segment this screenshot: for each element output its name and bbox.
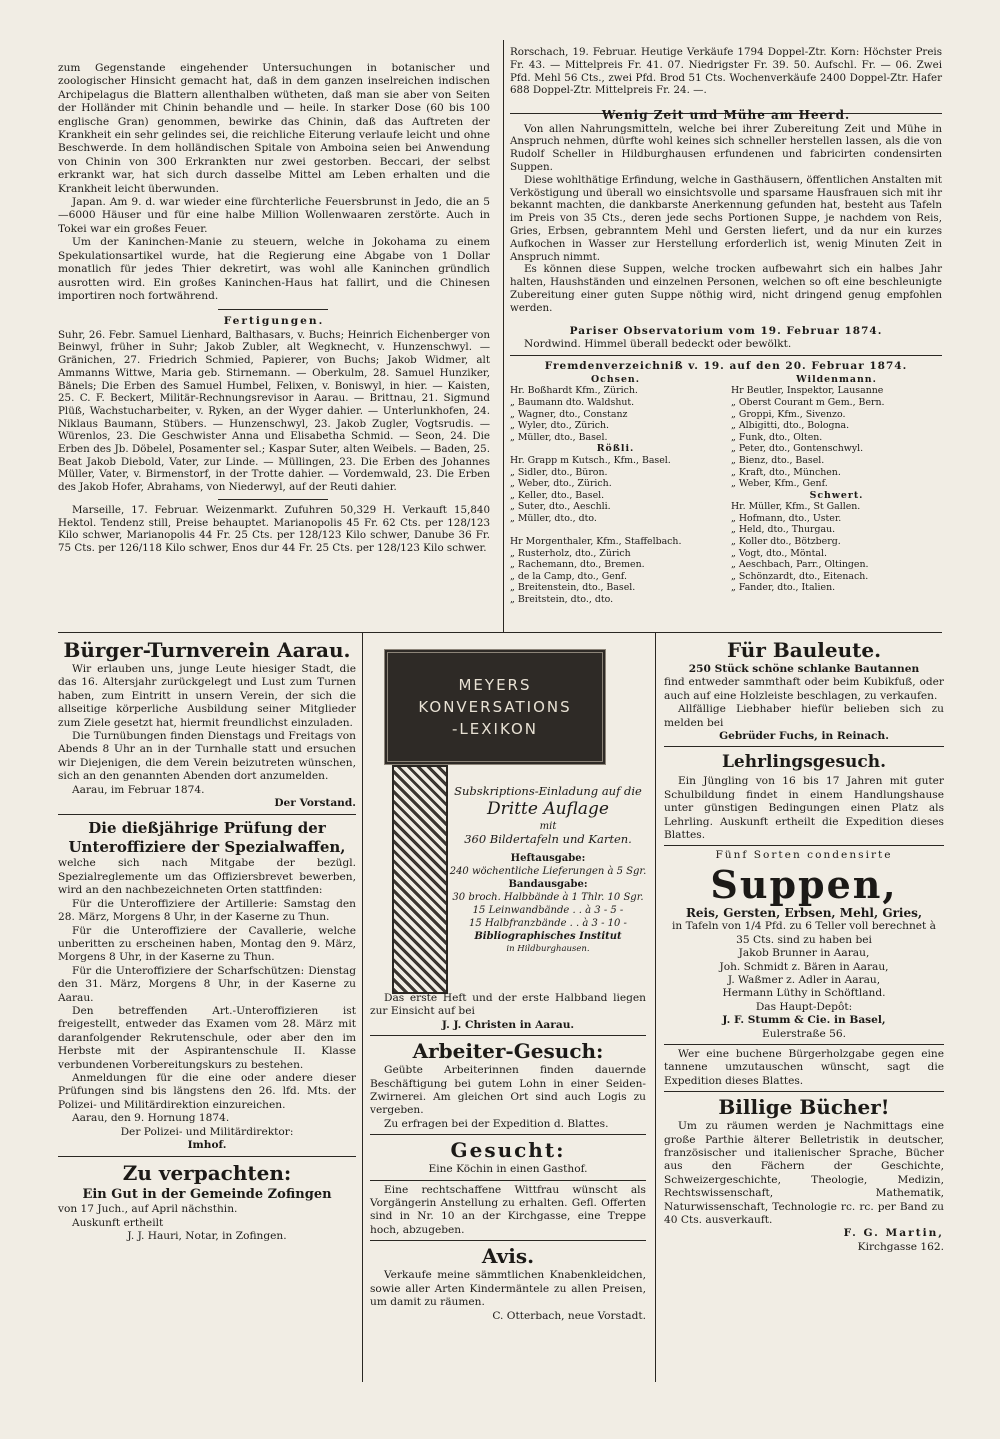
hotel-wildenmann: Wildenmann. <box>796 373 877 385</box>
turnverein-heading: Bürger-Turnverein Aarau. <box>63 638 351 662</box>
hotel-schwert: Schwert. <box>809 489 864 501</box>
suppen-seller: Joh. Schmidt z. Bären in Aarau, <box>719 960 889 973</box>
list-item: „ Held, dto., Thurgau. <box>731 524 836 536</box>
meyers-city: in Hildburghausen. <box>506 944 590 954</box>
list-item: „ Schönzardt, dto., Eitenach. <box>731 570 869 582</box>
list-item: „ Fander, dto., Italien. <box>731 582 836 594</box>
meyers-band-row: 30 broch. Halbbände à 1 Thlr. 10 Sgr. <box>452 892 644 903</box>
list-item: „ Suter, dto., Aeschli. <box>510 501 611 513</box>
pruefung-date: Aarau, den 9. Hornung 1874. <box>72 1112 230 1125</box>
fertigungen-heading: Fertigungen. <box>223 315 325 328</box>
list-item: „ Peter, dto., Gontenschwyl. <box>731 443 864 455</box>
pruefung-paragraph-6: Anmeldungen für die eine oder andere dieser Prüfungen sind bis längstens den 26. lfd. Mts. der Polizei- und Militärdirektion einzureichen. <box>58 1071 356 1111</box>
weather-text: Nordwind. Himmel überall bedeckt oder bewölkt. <box>524 337 792 350</box>
list-item: „ Vogt, dto., Möntal. <box>731 547 827 559</box>
suppen-street: Eulerstraße 56. <box>762 1027 846 1040</box>
list-item: „ Wagner, dto., Constanz <box>510 408 628 420</box>
buecher-heading: Billige Bücher! <box>718 1095 890 1120</box>
lehrling-paragraph: Ein Jüngling von 16 bis 17 Jahren mit guter Schulbildung findet in einem Handlungshause unter günstigen Bedingungen einen Platz als Lehrling. Auskunft ertheilt die Expedition dieses Blattes. <box>664 775 944 842</box>
turnverein-date: Aarau, im Februar 1874. <box>72 783 205 796</box>
meyers-heft-text: 240 wöchentliche Lieferungen à 5 Sgr. <box>449 866 647 877</box>
list-item: „ Rachemann, dto., Bremen. <box>510 559 645 571</box>
buergerholz-paragraph: Wer eine buchene Bürgerholzgabe gegen eine tannene umzutauschen wünscht, sagt die Expedition dieses Blattes. <box>664 1047 944 1087</box>
meyers-title-line: -LEXIKON <box>452 720 538 738</box>
pruefung-paragraph-1: welche sich nach Mitgabe der bezügl. Spezialreglemente um das Offiziersbrevet bewerben, wird an den nachbezeichneten Orten stattfinden: <box>58 857 356 897</box>
meyers-advertisement <box>370 645 646 990</box>
marseille-text: Marseille, 17. Februar. Weizenmarkt. Zufuhren 50,329 H. Verkauft 15,840 Hektol. Tendenz still, Preise behauptet. Marianopolis 45 Fr. 62 Cts. per 128/123 Kilo schwer, Marianopolis 44 Fr. 25 Cts. per 128/123 Kilo schwer, Danube 36 Fr. 75 Cts. per 126/118 Kilo schwer, Enos dur 44 Fr. 25 Cts. per 128/123 Kilo schwer. <box>58 503 490 554</box>
gesucht-paragraph: Eine Köchin in einen Gasthof. <box>428 1163 588 1176</box>
fertigungen-text: Suhr, 26. Febr. Samuel Lienhard, Balthasars, v. Buchs; Heinrich Eichenberger von Beinwyl, früher in Suhr; Jakob Zubler, alt Wegknecht, v. Hunzenschwyl. — Gränichen, 27. Friedrich Schmied, Papierer, von Buchs; Jakob Widmer, alt Ammanns Wittwe, Maria geb. Stirnemann. — Oberkulm, 28. Samuel Hunziker, Bänels; Die Erben des Samuel Humbel, Felixen, v. Boniswyl, in hier. — Kaisten, 25. C. F. Beckert, Militär-Rechnungsrevisor in Aarau. — Brittnau, 21. Sigmund Plüß, Wachstucharbeiter, v. Ryken, an der Wyger dahier. — Unterlunkhofen, 24. Niklaus Baumann, Stübers. — Hunzenschwyl, 23. Jakob Zugler, Vogtsrudis. — Würenlos, 23. Die Geschwister Anna und Elisabetha Schmid. — Seon, 24. Die Erben des Jb. Döbelel, Posamenter sel.; Kaspar Suter, alten Weibels. — Baden, 25. Beat Jakob Diebold, Vater, zur Linde. — Müllingen, 23. Die Erben des Johannes Müller, Vater, v. Birmenstorf, in der Trotte dahier. — Vordemwald, 23. Die Erben des Jakob Hofer, Abrahams, von Niederwyl, auf der Reuti dahier. <box>58 328 490 494</box>
rule <box>58 632 942 633</box>
meyers-invite: Subskriptions-Einladung auf die <box>454 784 642 798</box>
suppen-seller: Jakob Brunner in Aarau, <box>738 947 870 960</box>
list-item: Hr. Müller, Kfm., St Gallen. <box>731 501 861 513</box>
suppen-seller: J. Waßmer z. Adler in Aarau, <box>727 973 881 986</box>
guest-list-left <box>510 374 721 606</box>
pruefung-office: Der Polizei- und Militärdirektor: <box>120 1125 294 1138</box>
suppen-pre: Fünf Sorten condensirte <box>715 849 893 862</box>
list-item: „ Oberst Courant m Gem., Bern. <box>731 396 885 408</box>
arbeiter-paragraph: Geübte Arbeiterinnen finden dauernde Beschäftigung bei gutem Lohn in einer Seiden-Zwirnerei. Am gleichen Ort sind auch Logis zu vergeben. <box>370 1064 646 1117</box>
list-item: „ Breitstein, dto., dto. <box>510 594 614 606</box>
list-item: „ Funk, dto., Olten. <box>731 431 823 443</box>
column-divider-left <box>362 632 363 1382</box>
rule <box>664 1091 944 1092</box>
pruefung-paragraph-5: Den betreffenden Art.-Unteroffizieren ist freigestellt, entweder das Examen vom 28. März mit daranfolgender Rekrutenschule, oder aber den im Herbste mit der Aspirantenschule II. Klasse verbundenen Vorbereitungskurs zu bestehen. <box>58 1004 356 1071</box>
list-item: Hr. Boßhardt Kfm., Zürich. <box>510 385 638 397</box>
avis-signature: C. Otterbach, neue Vorstadt. <box>492 1309 646 1322</box>
pacht-subheading: Ein Gut in der Gemeinde Zofingen <box>82 1187 332 1203</box>
pruefung-heading: Die dießjährige Prüfung der Unteroffiziere der Spezialwaffen, <box>68 819 346 857</box>
suppen-depot: J. F. Stumm & Cie. in Basel, <box>722 1014 886 1027</box>
suppen-seller: Hermann Lüthy in Schöftland. <box>722 987 886 1000</box>
list-item: „ Albigitti, dto., Bologna. <box>731 420 850 432</box>
rule <box>664 746 944 747</box>
bauleute-heading: Für Bauleute. <box>726 638 882 662</box>
bauleute-paragraph-2: Allfällige Liebhaber hiefür belieben sich zu melden bei <box>664 703 944 729</box>
meyers-mit: mit <box>539 821 557 832</box>
meyers-signature: J. J. Christen in Aarau. <box>441 1018 575 1031</box>
pruefung-paragraph-3: Für die Unteroffiziere der Cavallerie, welche unberitten zu erscheinen haben, Montag den 9. März, Morgens 8 Uhr, in der Kaserne zu Thun. <box>58 924 356 964</box>
list-item: „ Breitenstein, dto., Basel. <box>510 582 636 594</box>
meyers-band-row: 15 Leinwandbände . . à 3 - 5 - <box>472 905 624 916</box>
lehrling-heading: Lehrlingsgesuch. <box>721 752 887 773</box>
rule <box>370 1035 646 1036</box>
meyers-institut: Bibliographisches Institut <box>474 931 622 942</box>
list-item: „ Groppi, Kfm., Sivenzo. <box>731 408 846 420</box>
pacht-paragraph-1: von 17 Juch., auf April nächsthin. <box>58 1203 238 1216</box>
turnverein-signature: Der Vorstand. <box>274 797 356 810</box>
wittfrau-paragraph: Eine rechtschaffene Wittfrau wünscht als Vorgängerin Anstellung zu erhalten. Gefl. Offerten sind in Nr. 10 an der Kirchgasse, eine Treppe hoch, abzugeben. <box>370 1183 646 1236</box>
meyers-title-line: KONVERSATIONS <box>418 698 572 716</box>
list-item: „ de la Camp, dto., Genf. <box>510 570 627 582</box>
heerd-paragraph-3: Es können diese Suppen, welche trocken aufbewahrt sich ein halbes Jahr halten, Haushständen und einzelnen Personen, welchen so oft eine beschleunigte Zubereitung einer guten Suppe nöthig wird, nicht dringend genug empfohlen werden. <box>510 263 942 314</box>
buecher-paragraph: Um zu räumen werden je Nachmittags eine große Parthie älterer Belletristik in deutscher, französischer und italienischer Sprache, Bücher aus den Fächern der Geschichte, Schweizergeschichte, Theologie, Medizin, Rechtswissenschaft, Mathematik, Naturwissenschaft, Technologie rc. rc. per Band zu 40 Cts. ausverkauft. <box>664 1120 944 1226</box>
avis-paragraph: Verkaufe meine sämmtlichen Knabenkleidchen, sowie aller Arten Kindermäntele zu allen Preisen, um damit zu räumen. <box>370 1269 646 1309</box>
meyers-plates: 360 Bildertafeln und Karten. <box>464 832 632 846</box>
list-item: „ Müller, dto., dto. <box>510 512 597 524</box>
list-item: „ Müller, dto., Basel. <box>510 431 608 443</box>
japan-paragraph: Japan. Am 9. d. war wieder eine fürchterliche Feuersbrunst in Jedo, die an 5—6000 Häuser und für eine halbe Million Wollenwaaren zerstörte. Auch in Tokei war ein großes Feuer. <box>58 196 490 235</box>
column-divider-top <box>503 40 504 632</box>
rule <box>510 355 942 356</box>
rule <box>370 1134 646 1135</box>
rule <box>664 845 944 846</box>
pruefung-paragraph-4: Für die Unteroffiziere der Scharfschützen: Dienstag den 31. März, Morgens 8 Uhr, in der Kaserne zu Aarau. <box>58 964 356 1004</box>
right-column-top <box>510 46 942 606</box>
pruefung-paragraph-2: Für die Unteroffiziere der Artillerie: Samstag den 28. März, Morgens 8 Uhr, in der Kaserne zu Thun. <box>58 897 356 924</box>
avis-heading: Avis. <box>481 1244 535 1269</box>
meyers-title-line: MEYERS <box>458 676 532 694</box>
pacht-heading: Zu verpachten: <box>122 1161 292 1186</box>
arbeiter-paragraph-2: Zu erfragen bei der Expedition d. Blattes. <box>384 1117 609 1130</box>
buecher-address: Kirchgasse 162. <box>857 1240 944 1253</box>
list-item: „ Baumann dto. Waldshut. <box>510 396 635 408</box>
heerd-heading: Wenig Zeit und Mühe am Heerd. <box>601 108 851 123</box>
rule <box>218 499 328 500</box>
middle-column-bottom <box>370 992 646 1323</box>
turnverein-paragraph-2: Die Turnübungen finden Dienstags und Freitags von Abends 8 Uhr an in der Turnhalle statt und ersuchen wir Diejenigen, die dem Verein beizutreten wünschen, sich an den genannten Abenden dort anzumelden. <box>58 730 356 783</box>
buecher-signature: F. G. Martin, <box>843 1227 944 1240</box>
list-item: „ Koller dto., Bötzberg. <box>731 536 841 548</box>
rabbit-paragraph: Um der Kaninchen-Manie zu steuern, welche in Jokohama zu einem Spekulationsartikel wurde, hat die Regierung eine Abgabe von 1 Dollar monatlich für jedes Thier dekretirt, was wohl alle Kaninchen gründlich ausrotten wird. Ein großes Kaninchen-Haus hat fallirt, und die Chinesen importiren noch fortwährend. <box>58 236 490 302</box>
list-item: Hr Morgenthaler, Kfm., Staffelbach. <box>510 536 682 548</box>
column-divider-right <box>655 632 656 1382</box>
science-paragraph: zum Gegenstande eingehender Untersuchungen in botanischer und zoologischer Hinsicht gemacht hat, daß in dem ganzen inselreichen indischen Archipelagus die Blattern allenthalben wütheten, daß man sie aber von Seiten der Holländer mit Chinin behandle und — heile. In starker Dose (60 bis 100 englische Gran) genommen, bewirke das Chinin, daß das Auftreten der Krankheit ein sehr gelindes sei, die reichliche Eiterung verlaufe leicht und ohne Beschwerde. In dem holländischen Spitale von Amboina seien bei Anwendung von Chinin von 300 Erkrankten nur zwei gestorben. Beccari, der selbst erkrankt war, hat sich durch dasselbe Mittel am Leben erhalten und die Krankheit leicht überwunden. <box>58 62 490 195</box>
list-item: „ Weber, dto., Zürich. <box>510 478 612 490</box>
list-item: „ Hofmann, dto., Uster. <box>731 512 842 524</box>
suppen-depot-label: Das Haupt-Depôt: <box>755 1000 853 1013</box>
meyers-band-row: 15 Halbfranzbände . . à 3 - 10 - <box>469 918 627 929</box>
fremden-heading: Fremdenverzeichniß v. 19. auf den 20. Februar 1874. <box>544 360 908 373</box>
rule <box>58 814 356 815</box>
pruefung-signature: Imhof. <box>187 1139 227 1151</box>
gesucht-heading: Gesucht: <box>450 1138 566 1163</box>
meyers-text <box>448 785 648 956</box>
arbeiter-heading: Arbeiter-Gesuch: <box>412 1039 604 1064</box>
list-item: „ Bienz, dto., Basel. <box>731 454 825 466</box>
pacht-paragraph-2: Auskunft ertheilt <box>72 1216 164 1229</box>
meyers-band-heading: Bandausgabe: <box>508 879 588 890</box>
hotel-ochsen: Ochsen. <box>590 373 640 385</box>
heerd-paragraph-2: Diese wohlthätige Erfindung, welche in Gasthäusern, öffentlichen Anstalten mit Verköstigung und überall wo einsichtsvolle und sparsame Hausfrauen sich mit ihr bekannt machten, die dankbarste Anerkennung gefunden hat, besteht aus Tafeln im Preis von 35 Cts., deren jede sechs Portionen Suppe, je nachdem von Reis, Gries, Erbsen, gebranntem Mehl und Gersten liefert, und da nur ein kurzes Aufkochen in Wasser zur Herstellung erforderlich ist, wenig Minuten Zeit in Anspruch nimmt. <box>510 173 942 263</box>
turnverein-paragraph-1: Wir erlauben uns, junge Leute hiesiger Stadt, die das 16. Altersjahr zurückgelegt und Lust zum Turnen haben, zum Eintritt in unsern Verein, der sich die allseitige körperliche Ausbildung seiner Mitglieder zum Ziele gesetzt hat, hiermit freundlichst einzuladen. <box>58 663 356 729</box>
list-item: „ Rusterholz, dto., Zürich <box>510 547 631 559</box>
left-column-top <box>58 62 490 555</box>
suppen-subheading: Reis, Gersten, Erbsen, Mehl, Gries, <box>685 905 923 920</box>
meyers-title-plate <box>384 649 606 765</box>
bauleute-paragraph-1: find entweder sammthaft oder beim Kubikfuß, oder auch auf eine Holzleiste beschlagen, zu verkaufen. <box>664 676 944 702</box>
guest-list-right <box>731 374 942 606</box>
suppen-paragraph: in Tafeln von 1/4 Pfd. zu 6 Teller voll berechnet à 35 Cts. sind zu haben bei <box>672 920 936 946</box>
list-item: „ Aeschbach, Parr., Oltingen. <box>731 559 869 571</box>
bauleute-signature: Gebrüder Fuchs, in Reinach. <box>719 730 889 743</box>
rule <box>370 1180 646 1181</box>
hotel-roessli: Rößli. <box>596 443 635 455</box>
meyers-paragraph: Das erste Heft und der erste Halbband liegen zur Einsicht auf bei <box>370 992 646 1018</box>
list-item: „ Keller, dto., Basel. <box>510 489 605 501</box>
list-item: „ Weber, Kfm., Genf. <box>731 478 828 490</box>
list-item: Hr Beutler, Inspektor, Lausanne <box>731 385 884 397</box>
rule <box>370 1240 646 1241</box>
left-column-bottom <box>58 638 356 1244</box>
suppen-heading: Suppen, <box>710 861 898 907</box>
list-item: „ Wyler, dto., Zürich. <box>510 420 610 432</box>
rorschach-text: Rorschach, 19. Februar. Heutige Verkäufe 1794 Doppel-Ztr. Korn: Höchster Preis Fr. 43. — Mittelpreis Fr. 41. 07. Niedrigster Fr. 39. 50. Aufschl. Fr. — 06. Zwei Pfd. Mehl 56 Cts., zwei Pfd. Brod 51 Cts. Wochenverkäufe 2400 Doppel-Ztr. Hafer 688 Doppel-Ztr. Mittelpreis Fr. 24. —. <box>510 46 942 97</box>
list-item: „ Kraft, dto., München. <box>731 466 841 478</box>
list-item: Hr. Grapp m Kutsch., Kfm., Basel. <box>510 454 671 466</box>
bauleute-subheading: 250 Stück schöne schlanke Bautannen <box>688 663 920 675</box>
list-item: „ Sidler, dto., Büron. <box>510 466 608 478</box>
ornament-border-image <box>392 765 448 994</box>
rule <box>58 1156 356 1157</box>
rule <box>218 309 328 310</box>
meyers-heft-heading: Heftausgabe: <box>510 853 586 864</box>
right-column-bottom <box>664 638 944 1254</box>
meyers-edition: Dritte Auflage <box>487 799 609 819</box>
guest-list <box>510 374 942 606</box>
heerd-paragraph-1: Von allen Nahrungsmitteln, welche bei ihrer Zubereitung Zeit und Mühe in Anspruch nehmen, dürfte wohl keines sich schneller herstellen lassen, als die von Rudolf Scheller in Hildburghausen erfundenen und fabricirten condensirten Suppen. <box>510 122 942 173</box>
observatorium-heading: Pariser Observatorium vom 19. Februar 1874. <box>569 324 883 337</box>
pacht-signature: J. J. Hauri, Notar, in Zofingen. <box>127 1230 287 1243</box>
rule <box>664 1044 944 1045</box>
